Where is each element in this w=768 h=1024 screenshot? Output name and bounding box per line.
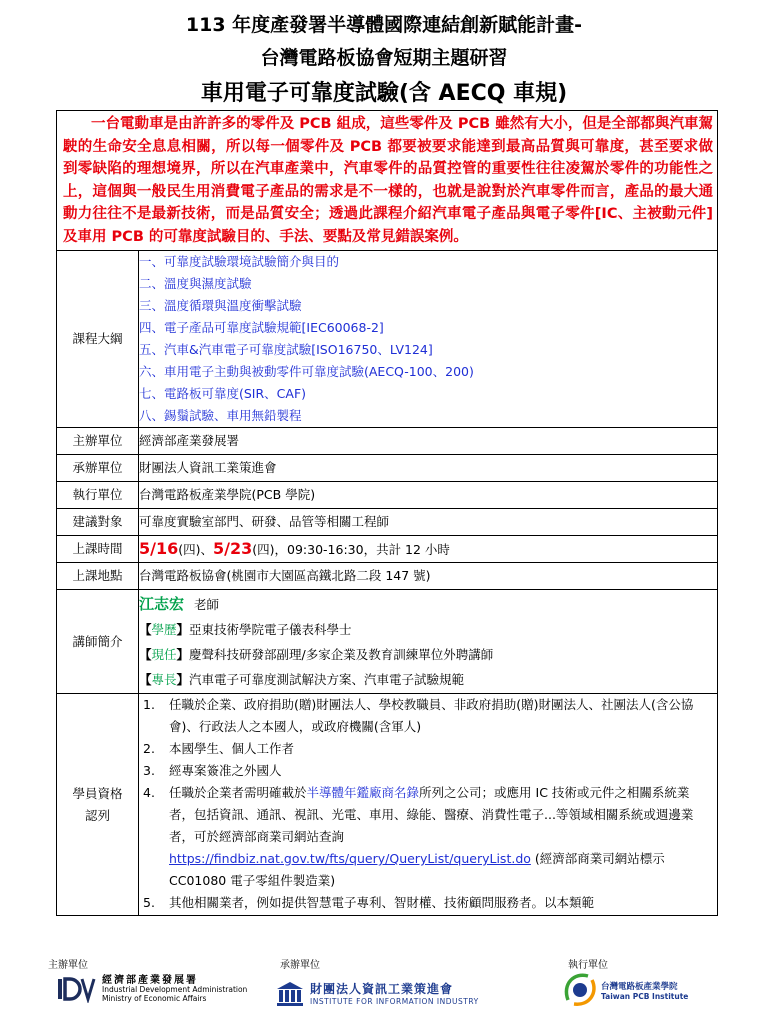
iii-english: INSTITUTE FOR INFORMATION INDUSTRY	[310, 997, 479, 1006]
qualification-item: 5. 其他相關業者，例如提供智慧電子專利、智財權、技術顧問服務者。以本類範	[143, 895, 595, 910]
pcb-institute-name: 台灣電路板產業學院	[601, 981, 678, 992]
footer-executor-label: 執行單位	[568, 960, 608, 971]
current-value: 慶聲科技研發部副理/多家企業及教育訓練單位外聘講師	[189, 646, 494, 662]
idb-logo	[56, 975, 247, 1003]
outline-item: 一、可靠度試驗環境試驗簡介與目的	[139, 254, 340, 269]
outline-list	[139, 251, 718, 428]
idb-english-1: Industrial Development Administration	[102, 984, 248, 994]
outline-item: 八、錫鬚試驗、車用無鉛製程	[139, 408, 302, 423]
event-subtitle: 台灣電路板協會短期主題研習	[260, 47, 508, 69]
findbiz-link[interactable]: https://findbiz.nat.gov.tw/fts/query/QueryList/queryList.do	[169, 851, 531, 866]
current-tag: 現任	[151, 646, 177, 662]
time-value	[139, 536, 718, 563]
qualification-label: 學員資格 認列	[57, 694, 139, 916]
iii-name: 財團法人資訊工業策進會	[310, 982, 454, 996]
outline-label: 課程大綱	[57, 251, 139, 428]
qualification-item: 1. 任職於企業、政府捐助(贈)財團法人、學校教職員、非政府捐助(贈)財團法人、社團法人(含公協會)、行政法人之本國人，或政府機關(含軍人)	[143, 697, 694, 734]
intro-cell	[57, 111, 718, 251]
iii-logo	[275, 980, 479, 1006]
idb-name: 經濟部產業發展署	[102, 974, 198, 986]
time-label: 上課時間	[57, 536, 139, 563]
contractor-value: 財團法人資訊工業策進會	[139, 455, 718, 482]
location-value: 台灣電路板協會(桃園市大園區高鐵北路二段 147 號)	[139, 563, 718, 590]
idb-emblem-icon	[56, 975, 96, 1003]
iii-building-icon	[275, 980, 305, 1006]
pcb-institute-english: Taiwan PCB Institute	[601, 991, 689, 1001]
qualification-item: 4. 任職於企業者需明確載於半導體年鑑廠商名錄所列之公司；或應用 IC 技術或元件之相關系統業者，包括資訊、通訊、視訊、光電、車用、綠能、醫療、消費性電子...等領域相關系統或週邊業者，可於經濟部商業司網站查詢 https://findbiz.nat.gov.tw/fts/query/QueryList/queryList.do (經濟部商業司網站標示 CC01080 電子零組件製造業)	[143, 785, 694, 888]
pcb-globe-icon	[562, 970, 598, 1010]
course-introduction: 一台電動車是由許許多的零件及 PCB 組成，這些零件及 PCB 雖然有大小，但是全部都與汽車駕駛的生命安全息息相關，所以每一個零件及 PCB 都要被要求能達到最高品質與可靠度，甚至要求做到零缺陷的理想境界，所以在汽車產業中，汽車零件的品質控管的重要性往往凌駕於零件的功能性之上，這個與一般民生用消費電子產品的需求是不一樣的，也就是說對於汽車零件而言，產品的最大通動力往往不是最新技術，而是品質安全；透過此課程介紹汽車電子產品與電子零件[IC、主被動元件]及車用 PCB 的可靠度試驗目的、手法、要點及常見錯誤案例。	[63, 116, 713, 245]
date-1: 5/16	[139, 538, 179, 558]
audience-label: 建議對象	[57, 509, 139, 536]
lecturer-title: 老師	[194, 596, 220, 612]
specialty-tag: 專長	[151, 671, 177, 687]
education-tag: 學歷	[151, 621, 177, 637]
program-title: 113 年度產發署半導體國際連結創新賦能計畫-	[185, 14, 583, 36]
outline-item: 六、車用電子主動與被動零件可靠度試驗(AECQ-100、200)	[139, 364, 474, 379]
lecturer-label: 講師簡介	[57, 590, 139, 694]
outline-item: 五、汽車&汽車電子可靠度試驗[ISO16750、LV124]	[139, 342, 433, 357]
idb-english-2: Ministry of Economic Affairs	[102, 993, 207, 1003]
day-2: (四)，09:30-16:30，共計 12 小時	[252, 541, 450, 557]
day-1: (四)、	[178, 541, 214, 557]
footer-contractor-label: 承辦單位	[280, 960, 320, 971]
contractor-label: 承辦單位	[57, 455, 139, 482]
organizer-label: 主辦單位	[57, 428, 139, 455]
pcb-institute-logo	[562, 970, 688, 1010]
executor-label: 執行單位	[57, 482, 139, 509]
executor-value: 台灣電路板產業學院(PCB 學院)	[139, 482, 718, 509]
outline-item: 七、電路板可靠度(SIR、CAF)	[139, 386, 307, 401]
course-info-table	[56, 110, 718, 916]
outline-item: 四、電子產品可靠度試驗規範[IEC60068-2]	[139, 320, 384, 335]
lecturer-name: 江志宏	[139, 594, 185, 613]
yearbook-reference: 半導體年鑑廠商名錄	[306, 785, 420, 800]
outline-item: 三、溫度循環與溫度衝擊試驗	[139, 298, 302, 313]
qualification-item: 2. 本國學生、個人工作者	[143, 741, 295, 756]
audience-value: 可靠度實驗室部門、研發、品管等相關工程師	[139, 509, 718, 536]
location-label: 上課地點	[57, 563, 139, 590]
date-2: 5/23	[213, 538, 253, 558]
qualification-list	[139, 694, 718, 916]
qualification-item: 3. 經專案簽准之外國人	[143, 763, 282, 778]
education-value: 亞東技術學院電子儀表科學士	[189, 621, 352, 637]
lecturer-info	[139, 590, 718, 694]
lecturer-current: 【現任】慶聲科技研發部副理/多家企業及教育訓練單位外聘講師	[139, 646, 494, 662]
outline-item: 二、溫度與濕度試驗	[139, 276, 252, 291]
organizer-value: 經濟部產業發展署	[139, 428, 718, 455]
course-title: 車用電子可靠度試驗(含 AECQ 車規)	[200, 81, 568, 106]
lecturer-specialty: 【專長】汽車電子可靠度測試解決方案、汽車電子試驗規範	[139, 671, 465, 687]
footer-organizer-label: 主辦單位	[48, 960, 88, 971]
lecturer-education: 【學歷】亞東技術學院電子儀表科學士	[139, 621, 352, 637]
specialty-value: 汽車電子可靠度測試解決方案、汽車電子試驗規範	[189, 671, 465, 687]
